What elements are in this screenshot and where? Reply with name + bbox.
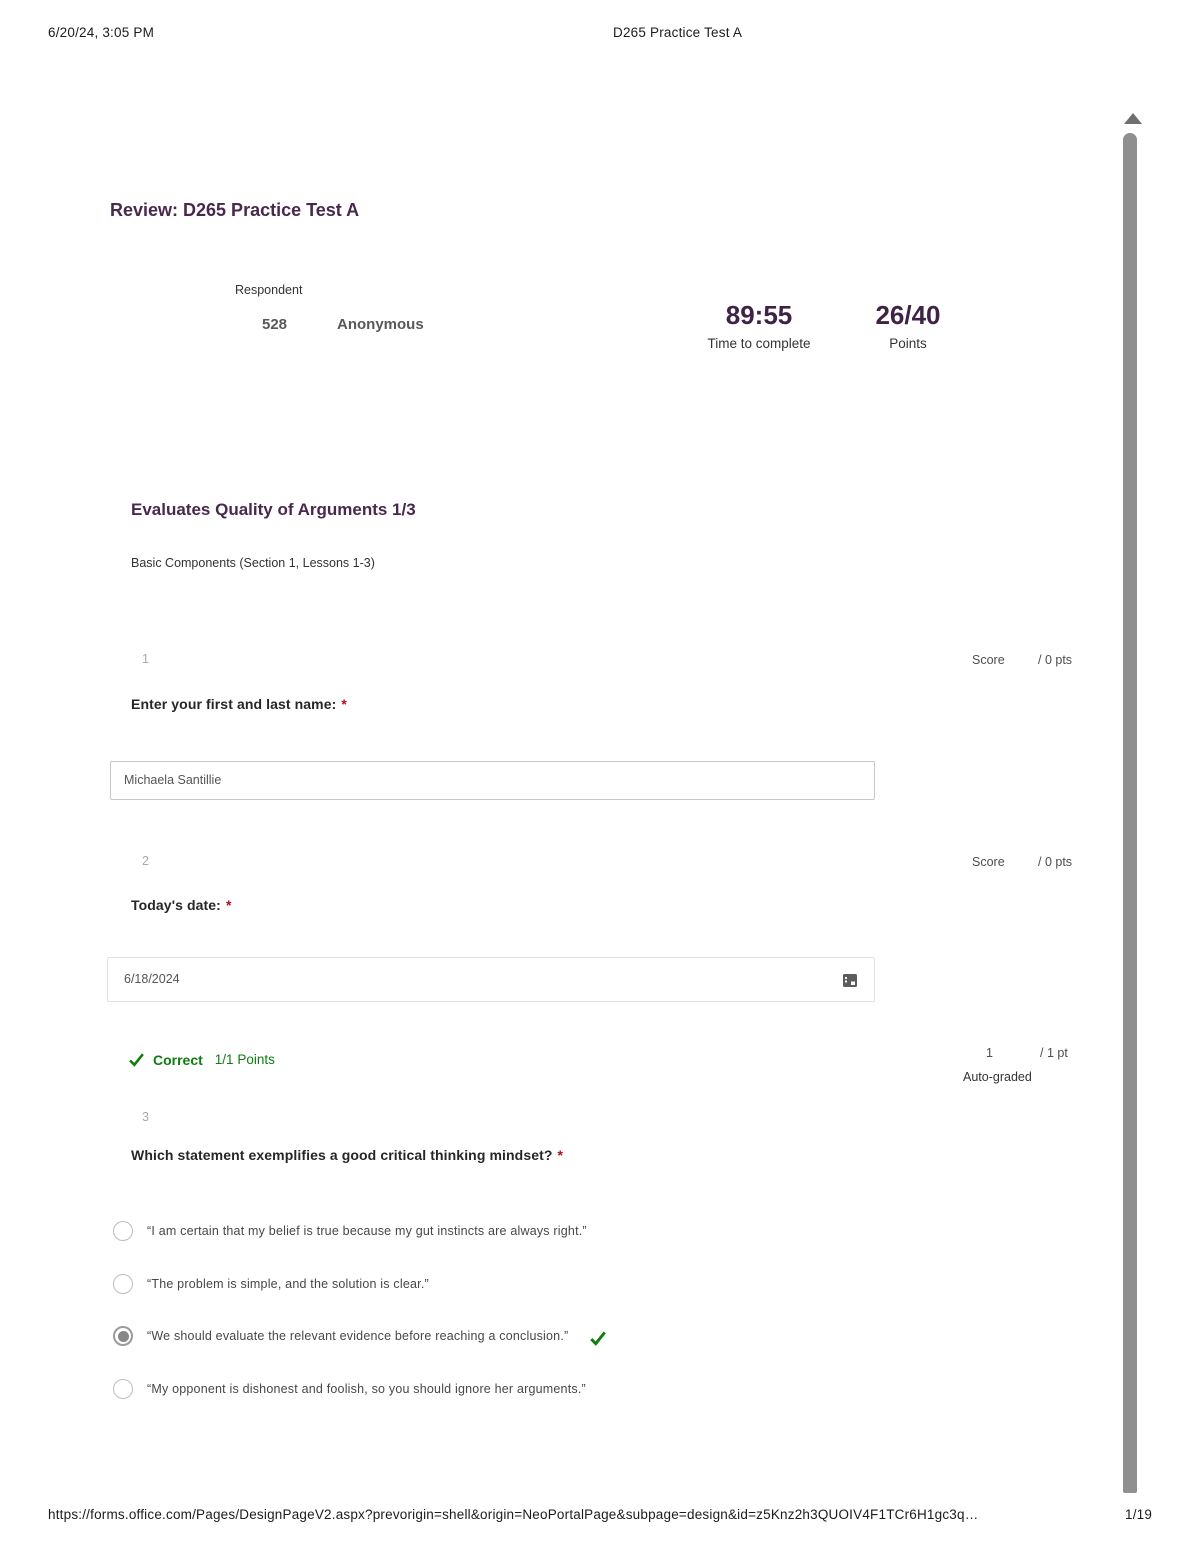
question-3-score-value: 1 — [986, 1046, 993, 1060]
answer-option-1[interactable] — [113, 1221, 587, 1241]
stat-time-value: 89:55 — [725, 300, 793, 330]
question-2-required-marker: * — [225, 897, 232, 913]
date-answer-input[interactable] — [107, 957, 875, 1002]
question-1-text — [131, 696, 347, 712]
stat-points-label: Points — [889, 336, 927, 352]
print-header-datetime: 6/20/24, 3:05 PM — [48, 25, 155, 40]
question-1-points-label: / 0 pts — [1038, 653, 1073, 667]
date-answer-value: 6/18/2024 — [124, 972, 180, 986]
question-2-text — [131, 897, 232, 913]
respondent-column-header: Respondent — [235, 283, 303, 297]
stat-points — [843, 300, 973, 351]
question-3-graded-label: Auto-graded — [963, 1070, 1032, 1084]
radio-selected[interactable] — [113, 1326, 133, 1346]
radio-unselected[interactable] — [113, 1221, 133, 1241]
question-1-number: 1 — [142, 652, 149, 666]
question-2-text-content: Today's date: — [131, 897, 221, 913]
section-title: Evaluates Quality of Arguments 1/3 — [131, 500, 416, 519]
scrollbar-thumb[interactable] — [1123, 133, 1137, 1493]
option-label: “My opponent is dishonest and foolish, so you should ignore her arguments.” — [147, 1382, 586, 1396]
respondent-name: Anonymous — [337, 316, 424, 333]
question-2-number: 2 — [142, 854, 149, 868]
radio-unselected[interactable] — [113, 1274, 133, 1294]
question-3-text-content: Which statement exemplifies a good critical thinking mindset? — [131, 1147, 553, 1163]
option-label: “We should evaluate the relevant evidence before reaching a conclusion.” — [147, 1329, 569, 1343]
name-answer-input[interactable] — [110, 761, 875, 800]
question-3-number: 3 — [142, 1110, 149, 1124]
name-answer-value: Michaela Santillie — [124, 773, 222, 787]
question-1-score-label: Score — [972, 653, 1005, 667]
question-3-points-label: / 1 pt — [1040, 1046, 1068, 1060]
answer-option-2[interactable] — [113, 1274, 429, 1294]
answer-option-3-selected-correct[interactable] — [113, 1326, 608, 1346]
calendar-icon[interactable] — [842, 972, 858, 988]
question-1-text-content: Enter your first and last name: — [131, 696, 337, 712]
print-header-title: D265 Practice Test A — [613, 25, 743, 40]
radio-unselected[interactable] — [113, 1379, 133, 1399]
question-2-score-label: Score — [972, 855, 1005, 869]
check-icon — [128, 1051, 145, 1068]
question-3-required-marker: * — [557, 1147, 564, 1163]
scroll-up-arrow-icon[interactable] — [1124, 113, 1142, 124]
page-title: Review: D265 Practice Test A — [110, 200, 360, 220]
option-label: “I am certain that my belief is true because my gut instincts are always right.” — [147, 1224, 587, 1238]
answer-option-4[interactable] — [113, 1379, 586, 1399]
stat-time-to-complete — [694, 300, 824, 351]
stat-time-label: Time to complete — [707, 336, 811, 352]
section-subtitle: Basic Components (Section 1, Lessons 1-3) — [131, 556, 375, 570]
result-points: 1/1 Points — [214, 1052, 275, 1067]
question-3-result-banner — [128, 1051, 275, 1068]
result-status: Correct — [153, 1051, 203, 1068]
question-1-required-marker: * — [341, 696, 347, 712]
question-3-text — [131, 1147, 563, 1163]
print-footer-url: https://forms.office.com/Pages/DesignPageV2.aspx?prevorigin=shell&origin=NeoPortalPage&subpage=design&id=z5Knz2h3QUOIV4F1TCr6H1gc3q… — [48, 1507, 979, 1522]
question-2-points-label: / 0 pts — [1038, 855, 1073, 869]
check-icon — [588, 1329, 608, 1347]
respondent-id: 528 — [262, 316, 288, 333]
print-footer-page-number: 1/19 — [1125, 1507, 1153, 1522]
option-label: “The problem is simple, and the solution is clear.” — [147, 1277, 429, 1291]
stat-points-value: 26/40 — [875, 300, 941, 330]
